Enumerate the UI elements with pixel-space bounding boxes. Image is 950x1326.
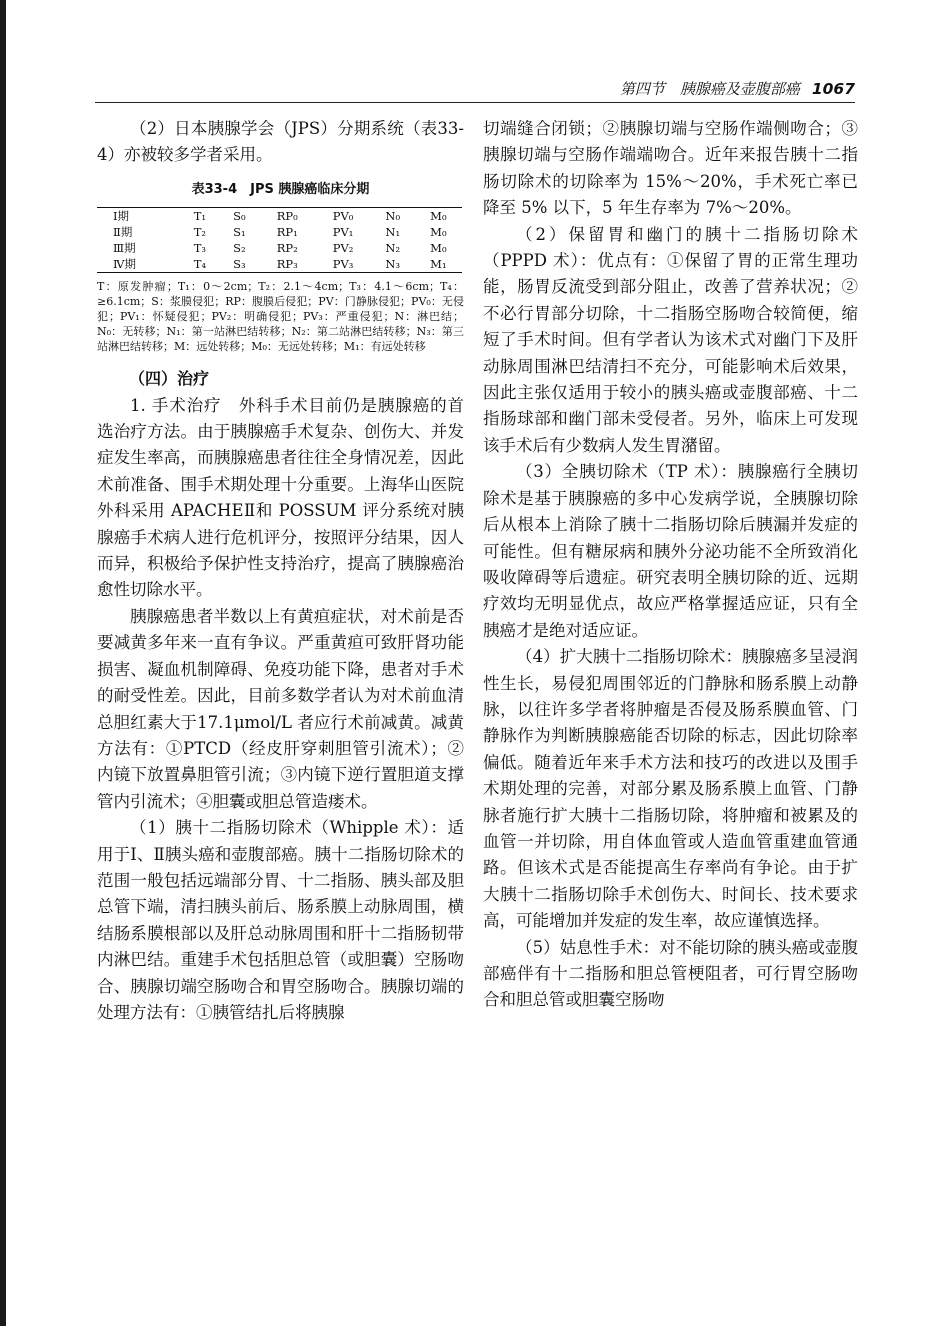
table-cell: RP₁	[276, 225, 298, 240]
stage-label: Ⅲ期	[113, 241, 136, 256]
table-row	[97, 224, 462, 240]
jps-staging-table	[97, 207, 462, 273]
paragraph-surgery: 1. 手术治疗 外科手术目前仍是胰腺癌的首选治疗方法。由于胰腺癌手术复杂、创伤大、并发症发生率高，而胰腺癌患者往往全身情况差，因此术前准备、围手术期处理十分重要。上海华山医院外科采用 APACHEⅡ和 POSSUM 评分系统对胰腺癌手术病人进行危机评分，按照评分结果，因人而异，积极给予保护性支持治疗，提高了胰腺癌治愈性切除水平。	[97, 395, 464, 600]
paragraph-jps-intro: （2）日本胰腺学会（JPS）分期系统（表33-4）亦被较多学者采用。	[97, 119, 464, 165]
table-cell: M₁	[430, 257, 447, 272]
table-cell: T₄	[193, 257, 206, 272]
table-cell: PV₂	[332, 241, 354, 256]
table-cell: S₀	[233, 209, 246, 224]
table-cell: S₃	[233, 257, 246, 272]
section-title-treatment: （四）治疗	[129, 369, 210, 389]
table-cell: M₀	[430, 209, 447, 224]
paragraph-pppd: （2）保留胃和幽门的胰十二指肠切除术（PPPD 术）：优点有：①保留了胃的正常生理功能，肠胃反流受到部分阻止，改善了营养状况；②不必行胃部分切除，十二指肠空肠吻合较简便，缩短了手术时间。但有学者认为该术式对幽门下及肝动脉周围淋巴结清扫不充分，可能影响术后效果，因此主张仅适用于较小的胰头癌或壶腹部癌、十二指肠球部和幽门部未受侵者。另外，临床上可发现该手术后有少数病人发生胃潴留。	[483, 224, 858, 455]
running-header	[95, 78, 855, 103]
scan-edge	[0, 0, 6, 1326]
left-column	[97, 116, 464, 1026]
paragraph-extended-resection: （4）扩大胰十二指肠切除术：胰腺癌多呈浸润性生长，易侵犯周围邻近的门静脉和肠系膜上动静脉，以往许多学者将肿瘤是否侵及肠系膜血管、门静脉作为判断胰腺癌能否切除的标志，因此切除率偏低。随着近年来手术方法和技巧的改进以及围手术期处理的完善，对部分累及肠系膜上血管、门静脉者施行扩大胰十二指肠切除，将肿瘤和被累及的血管一并切除，用自体血管或人造血管重建血管通路。但该术式是否能提高生存率尚有争论。由于扩大胰十二指肠切除手术创伤大、时间长、技术要求高，可能增加并发症的发生率，故应谨慎选择。	[483, 647, 858, 931]
stage-label: Ⅰ期	[113, 209, 130, 224]
paragraph-jaundice: 胰腺癌患者半数以上有黄疸症状，对术前是否要减黄多年来一直有争议。严重黄疸可致肝肾功能损害、凝血机制障碍、免疫功能下降，患者对手术的耐受性差。因此，目前多数学者认为对术前血清总胆红素大于17.1μmol/L 者应行术前减黄。减黄方法有：①PTCD（经皮肝穿刺胆管引流术）；②内镜下放置鼻胆管引流；③内镜下逆行置胆道支撑管内引流术；④胆囊或胆总管造瘘术。	[97, 606, 464, 811]
table-cell: RP₂	[276, 241, 298, 256]
paragraph-whipple-continued: 切端缝合闭锁；②胰腺切端与空肠作端侧吻合；③胰腺切端与空肠作端端吻合。近年来报告胰十二指肠切除术的切除率为 15%～20%，手术死亡率已降至 5% 以下，5 年生存率为 7%～20%。	[483, 119, 858, 218]
table-cell: N₂	[385, 241, 401, 256]
table-row	[97, 240, 462, 256]
table-cell: N₀	[385, 209, 401, 224]
table-row	[97, 256, 462, 273]
table-cell: RP₃	[276, 257, 298, 272]
table-caption: 表33-4 JPS 胰腺癌临床分期	[191, 181, 370, 197]
table-cell: S₂	[233, 241, 246, 256]
paragraph-whipple: （1）胰十二指肠切除术（Whipple 术）：适用于Ⅰ、Ⅱ胰头癌和壶腹部癌。胰十二指肠切除术的范围一般包括远端部分胃、十二指肠、胰头部及胆总管下端，清扫胰头前后、肠系膜上动脉周围，横结肠系膜根部以及肝总动脉周围和肝十二指肠韧带内淋巴结。重建手术包括胆总管（或胆囊）空肠吻合、胰腺切端空肠吻合和胃空肠吻合。胰腺切端的处理方法有：①胰管结扎后将胰腺	[97, 818, 464, 1022]
paragraph-palliative: （5）姑息性手术：对不能切除的胰头癌或壶腹部癌伴有十二指肠和胆总管梗阻者，可行胃空肠吻合和胆总管或胆囊空肠吻	[483, 937, 858, 1010]
stage-label: Ⅳ期	[113, 257, 136, 272]
table-cell: PV₁	[332, 225, 354, 240]
table-cell: S₁	[233, 225, 246, 240]
table-cell: PV₀	[332, 209, 354, 224]
table-cell: T₁	[193, 209, 206, 224]
table-cell: M₀	[430, 241, 447, 256]
page-number: 1067	[811, 80, 855, 98]
table-cell: N₁	[385, 225, 401, 240]
table-cell: M₀	[430, 225, 447, 240]
table-cell: N₃	[385, 257, 401, 272]
table-cell: T₂	[193, 225, 206, 240]
right-column	[483, 116, 858, 1014]
header-section-title: 第四节 胰腺癌及壶腹部癌	[619, 80, 800, 98]
stage-label: Ⅱ期	[113, 225, 133, 240]
table-cell: PV₃	[332, 257, 354, 272]
table-row	[97, 208, 462, 225]
table-cell: T₃	[193, 241, 206, 256]
paragraph-total-pancreatectomy: （3）全胰切除术（TP 术）：胰腺癌行全胰切除术是基于胰腺癌的多中心发病学说，全胰腺切除后从根本上消除了胰十二指肠切除后胰漏并发症的可能性。但有糖尿病和胰外分泌功能不全所致消化吸收障碍等后遗症。研究表明全胰切除的近、远期疗效均无明显优点，故应严格掌握适应证，只有全胰癌才是绝对适应证。	[483, 462, 858, 640]
table-footnote: T：原发肿瘤；T₁：0～2cm；T₂：2.1～4cm；T₃：4.1～6cm；T₄：≥6.1cm；S：浆膜侵犯；RP：腹膜后侵犯；PV：门静脉侵犯；PV₀：无侵犯；PV₁：怀疑侵犯；PV₂：明确侵犯；PV₃：严重侵犯；N：淋巴结；N₀：无转移；N₁：第一站淋巴结转移；N₂：第二站淋巴结转移；N₃：第三站淋巴结转移；M：远处转移；M₀：无远处转移；M₁：有远处转移	[97, 280, 464, 354]
table-cell: RP₀	[276, 209, 298, 224]
